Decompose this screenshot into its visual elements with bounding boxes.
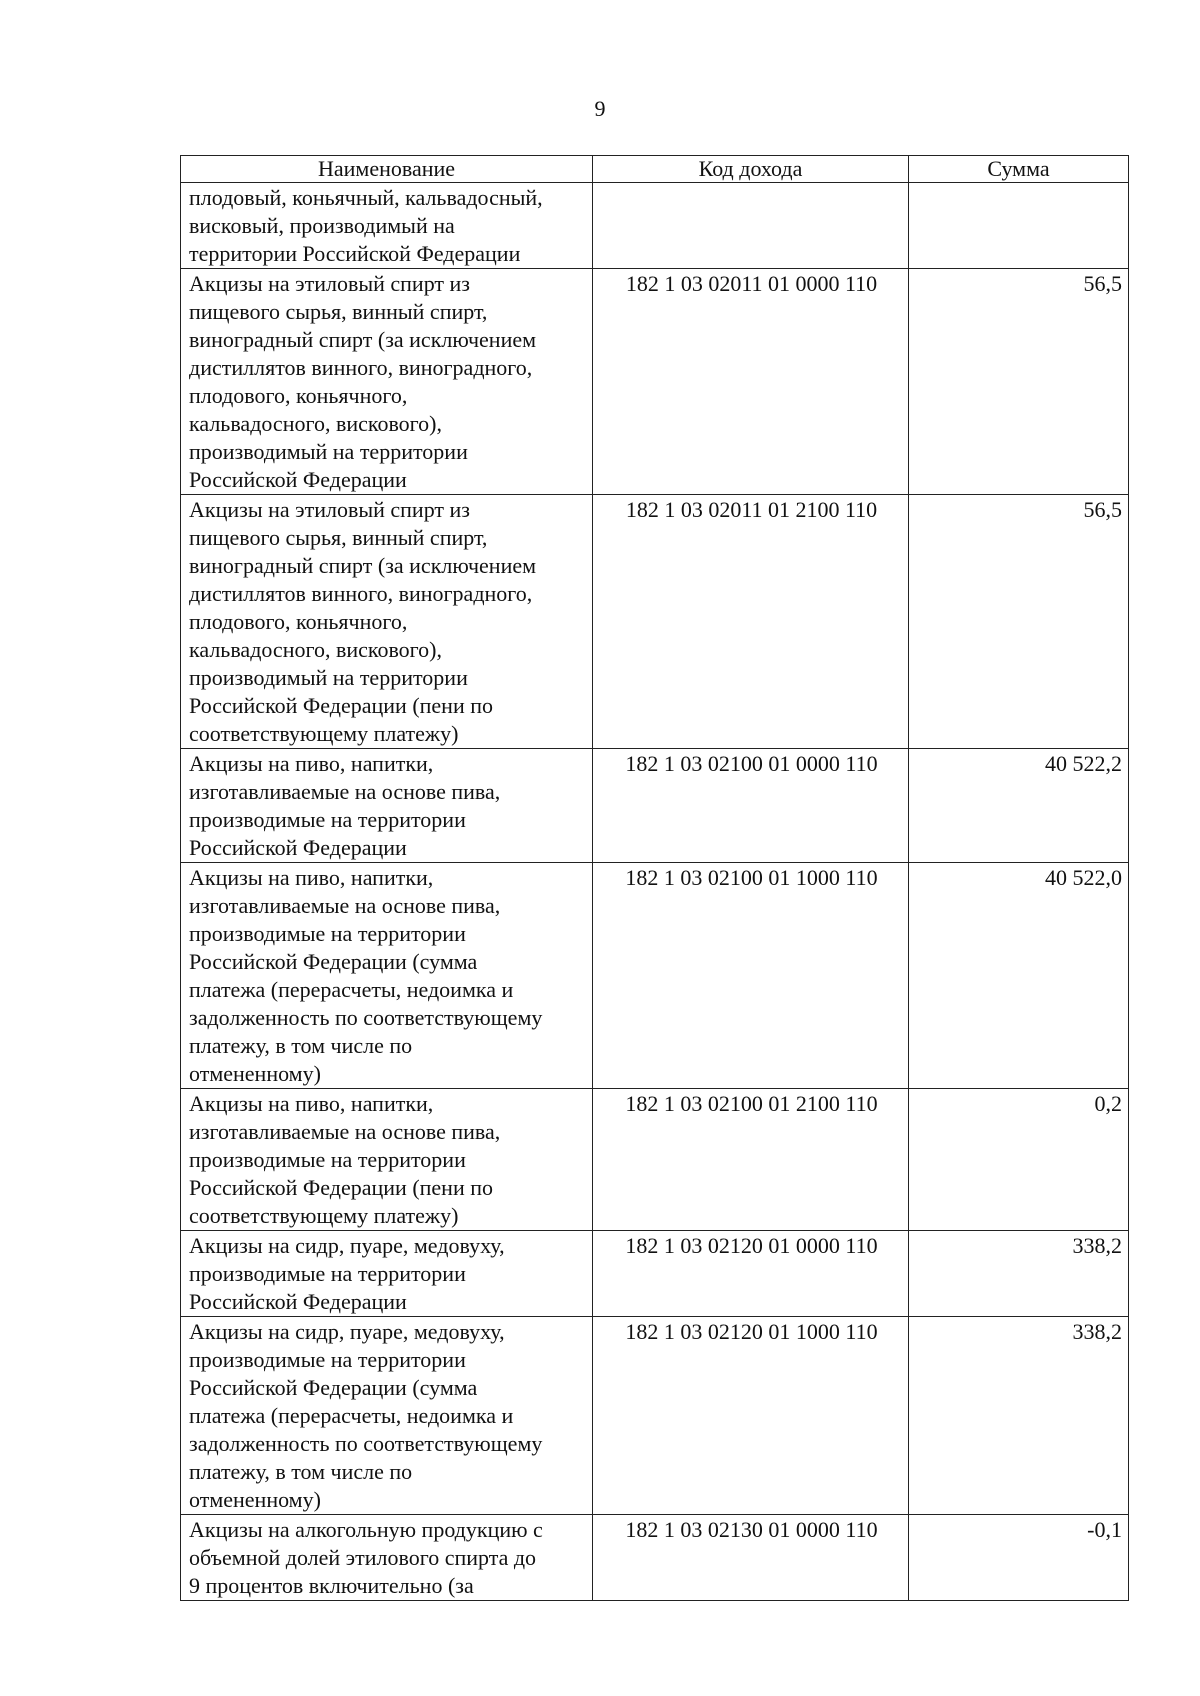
cell-name-line: Российской Федерации: [189, 835, 407, 860]
cell-name: [181, 1089, 593, 1231]
cell-sum: 0,2: [909, 1089, 1129, 1231]
cell-code: 182 1 03 02100 01 1000 110: [593, 863, 909, 1089]
table-row: [181, 863, 1129, 1089]
cell-name: [181, 495, 593, 749]
cell-name-line: дистиллятов винного, виноградного,: [189, 581, 533, 606]
cell-name-line: Российской Федерации (сумма: [189, 949, 478, 974]
header-sum: Сумма: [909, 156, 1129, 183]
cell-name-line: Акцизы на сидр, пуаре, медовуху,: [189, 1319, 505, 1344]
cell-sum: [909, 183, 1129, 269]
cell-name-line: Акцизы на алкогольную продукцию с: [189, 1517, 543, 1542]
cell-name: [181, 269, 593, 495]
cell-sum: 338,2: [909, 1231, 1129, 1317]
cell-sum: 56,5: [909, 269, 1129, 495]
cell-code: 182 1 03 02011 01 0000 110: [593, 269, 909, 495]
cell-name-line: изготавливаемые на основе пива,: [189, 1119, 501, 1144]
cell-name-line: производимые на территории: [189, 1147, 466, 1172]
cell-name-line: Акцизы на пиво, напитки,: [189, 1091, 434, 1116]
cell-name-line: дистиллятов винного, виноградного,: [189, 355, 533, 380]
cell-name: [181, 183, 593, 269]
cell-name-line: Российской Федерации (пени по: [189, 1175, 494, 1200]
cell-name-line: производимый на территории: [189, 665, 468, 690]
cell-sum: 338,2: [909, 1317, 1129, 1515]
cell-name-line: платежа (перерасчеты, недоимка и: [189, 977, 514, 1002]
cell-name: [181, 863, 593, 1089]
cell-name: [181, 749, 593, 863]
cell-name-line: пищевого сырья, винный спирт,: [189, 299, 488, 324]
cell-name-line: изготавливаемые на основе пива,: [189, 779, 501, 804]
cell-name-line: платежу, в том числе по: [189, 1033, 413, 1058]
cell-name-line: плодового, коньячного,: [189, 383, 408, 408]
cell-name-line: производимые на территории: [189, 807, 466, 832]
table-row: [181, 1089, 1129, 1231]
cell-name-line: производимые на территории: [189, 1347, 466, 1372]
cell-name-line: платежа (перерасчеты, недоимка и: [189, 1403, 514, 1428]
cell-name-line: виноградный спирт (за исключением: [189, 327, 537, 352]
cell-name-line: задолженность по соответствующему: [189, 1431, 543, 1456]
table-row: [181, 183, 1129, 269]
cell-sum: 40 522,0: [909, 863, 1129, 1089]
cell-code: [593, 183, 909, 269]
table-row: [181, 749, 1129, 863]
cell-name-line: плодовый, коньячный, кальвадосный,: [189, 185, 543, 210]
cell-code: 182 1 03 02100 01 0000 110: [593, 749, 909, 863]
cell-name-line: отмененному): [189, 1061, 321, 1086]
cell-sum: 40 522,2: [909, 749, 1129, 863]
cell-name-line: производимый на территории: [189, 439, 468, 464]
cell-name-line: производимые на территории: [189, 1261, 466, 1286]
cell-name-line: объемной долей этилового спирта до: [189, 1545, 537, 1570]
cell-name-line: соответствующему платежу): [189, 1203, 459, 1228]
cell-name-line: Российской Федерации: [189, 467, 407, 492]
cell-name-line: территории Российской Федерации: [189, 241, 521, 266]
cell-name-line: виноградный спирт (за исключением: [189, 553, 537, 578]
revenue-table: [180, 155, 1129, 1601]
cell-name-line: Акцизы на пиво, напитки,: [189, 865, 434, 890]
cell-name: [181, 1515, 593, 1601]
cell-code: 182 1 03 02120 01 1000 110: [593, 1317, 909, 1515]
cell-name-line: кальвадосного, вискового),: [189, 637, 442, 662]
cell-name-line: плодового, коньячного,: [189, 609, 408, 634]
cell-name-line: Российской Федерации (сумма: [189, 1375, 478, 1400]
cell-code: 182 1 03 02130 01 0000 110: [593, 1515, 909, 1601]
cell-name-line: платежу, в том числе по: [189, 1459, 413, 1484]
cell-name-line: изготавливаемые на основе пива,: [189, 893, 501, 918]
cell-name-line: отмененному): [189, 1487, 321, 1512]
cell-name-line: Акцизы на сидр, пуаре, медовуху,: [189, 1233, 505, 1258]
cell-name-line: Акцизы на пиво, напитки,: [189, 751, 434, 776]
cell-code: 182 1 03 02011 01 2100 110: [593, 495, 909, 749]
cell-name-line: кальвадосного, вискового),: [189, 411, 442, 436]
table-header-row: [181, 156, 1129, 183]
cell-name-line: Акцизы на этиловый спирт из: [189, 497, 470, 522]
cell-name-line: задолженность по соответствующему: [189, 1005, 543, 1030]
cell-name: [181, 1231, 593, 1317]
cell-name-line: Российской Федерации: [189, 1289, 407, 1314]
table-body: [181, 183, 1129, 1601]
table-row: [181, 1231, 1129, 1317]
cell-name: [181, 1317, 593, 1515]
table-row: [181, 1317, 1129, 1515]
table-row: [181, 495, 1129, 749]
cell-code: 182 1 03 02120 01 0000 110: [593, 1231, 909, 1317]
table-row: [181, 269, 1129, 495]
cell-name-line: Российской Федерации (пени по: [189, 693, 494, 718]
cell-name-line: Акцизы на этиловый спирт из: [189, 271, 470, 296]
cell-name-line: пищевого сырья, винный спирт,: [189, 525, 488, 550]
cell-sum: 56,5: [909, 495, 1129, 749]
cell-name-line: висковый, производимый на: [189, 213, 455, 238]
cell-sum: -0,1: [909, 1515, 1129, 1601]
page-number: 9: [594, 96, 606, 121]
cell-code: 182 1 03 02100 01 2100 110: [593, 1089, 909, 1231]
cell-name-line: 9 процентов включительно (за: [189, 1573, 474, 1598]
header-code: Код дохода: [593, 156, 909, 183]
table-row: [181, 1515, 1129, 1601]
cell-name-line: соответствующему платежу): [189, 721, 459, 746]
header-name: Наименование: [181, 156, 593, 183]
cell-name-line: производимые на территории: [189, 921, 466, 946]
